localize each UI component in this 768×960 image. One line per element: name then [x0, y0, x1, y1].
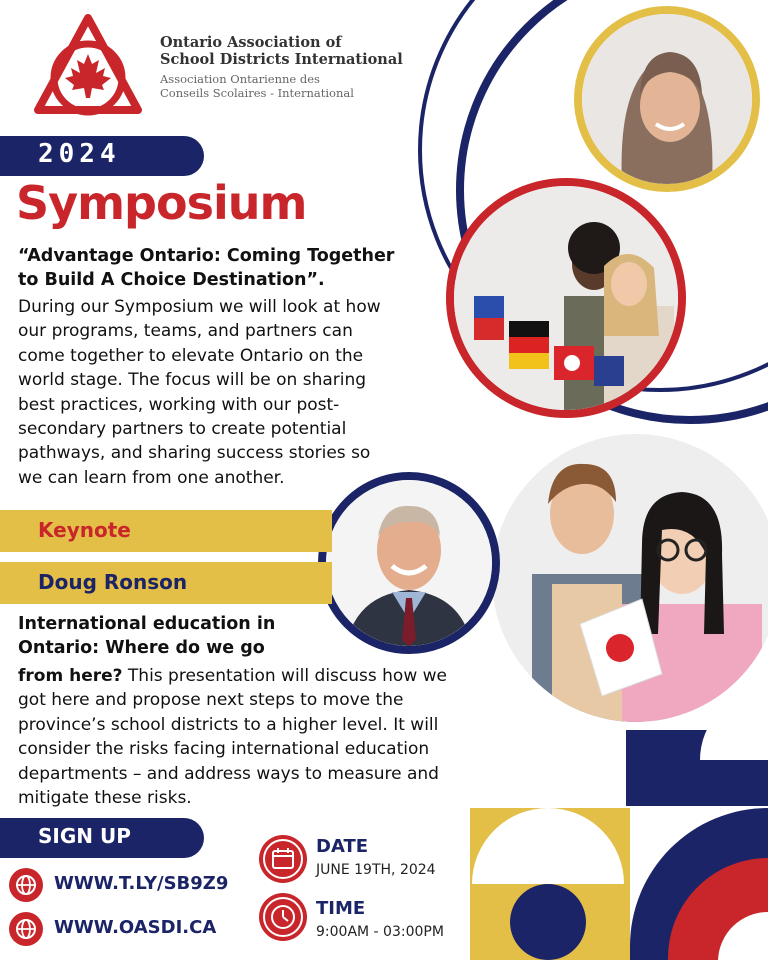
- talk-first-line: [18, 664, 518, 688]
- clock-icon: [258, 892, 308, 942]
- theme-line: “Advantage Ontario: Coming Together: [18, 246, 395, 266]
- signup-label[interactable]: SIGN UP: [38, 824, 131, 848]
- photo-keynote-speaker: [318, 472, 500, 654]
- description-line: our programs, teams, and partners can: [18, 321, 353, 342]
- date-label: DATE: [316, 836, 369, 857]
- calendar-icon: [258, 834, 308, 884]
- description-line: pathways, and sharing success stories so: [18, 443, 371, 464]
- talk-line: province’s school districts to a higher level. It will: [18, 714, 439, 735]
- org-name-line: Ontario Association of: [160, 34, 342, 51]
- event-description: [18, 295, 458, 490]
- event-theme: [18, 244, 438, 292]
- photo-two-students: [492, 434, 768, 722]
- photo-students-flags: [446, 178, 686, 418]
- keynote-label: Keynote: [38, 518, 131, 542]
- students-flags-image: [454, 186, 678, 410]
- signup-link-tly[interactable]: WWW.T.LY/SB9Z9: [54, 873, 229, 894]
- talk-line: This presentation will discuss how we: [122, 666, 447, 686]
- topic-line: from here?: [18, 666, 123, 686]
- org-fr-line: Conseils Scolaires - International: [160, 86, 354, 100]
- date-value: JUNE 19TH, 2024: [316, 862, 436, 878]
- time-label: TIME: [316, 898, 366, 919]
- time-value: 9:00AM - 03:00PM: [316, 924, 444, 940]
- description-line: secondary partners to create potential: [18, 419, 347, 440]
- talk-line: consider the risks facing international education: [18, 739, 430, 760]
- organization-name: [160, 34, 403, 68]
- globe-icon: [8, 911, 44, 947]
- description-line: world stage. The focus will be on sharing: [18, 370, 367, 391]
- maple-leaf-logo: [26, 10, 150, 126]
- topic-line: International education in: [18, 614, 276, 634]
- talk-line: departments – and address ways to measure and: [18, 763, 439, 784]
- speaker-name: Doug Ronson: [38, 570, 188, 594]
- website-link[interactable]: WWW.OASDI.CA: [54, 917, 217, 938]
- description-line: come together to elevate Ontario on the: [18, 345, 364, 366]
- event-title: Symposium: [16, 176, 307, 230]
- keynote-topic: [18, 612, 278, 660]
- theme-line: to Build A Choice Destination”.: [18, 270, 325, 290]
- two-students-image: [492, 434, 768, 722]
- org-name-line: School Districts International: [160, 51, 403, 68]
- description-line: we can learn from one another.: [18, 467, 285, 488]
- topic-line: Ontario: Where do we go: [18, 638, 265, 658]
- globe-icon: [8, 867, 44, 903]
- event-year: 2024: [38, 139, 121, 169]
- keynote-description: [18, 664, 518, 810]
- talk-line: mitigate these risks.: [18, 788, 192, 809]
- description-line: During our Symposium we will look at how: [18, 297, 381, 317]
- photo-woman-hijab: [574, 6, 760, 192]
- description-line: best practices, working with our post-: [18, 394, 340, 415]
- speaker-portrait-image: [326, 480, 492, 646]
- woman-portrait-image: [582, 14, 752, 184]
- org-fr-line: Association Ontarienne des: [160, 72, 320, 86]
- organization-name-french: [160, 72, 354, 100]
- talk-line: got here and propose next steps to move the: [18, 690, 404, 711]
